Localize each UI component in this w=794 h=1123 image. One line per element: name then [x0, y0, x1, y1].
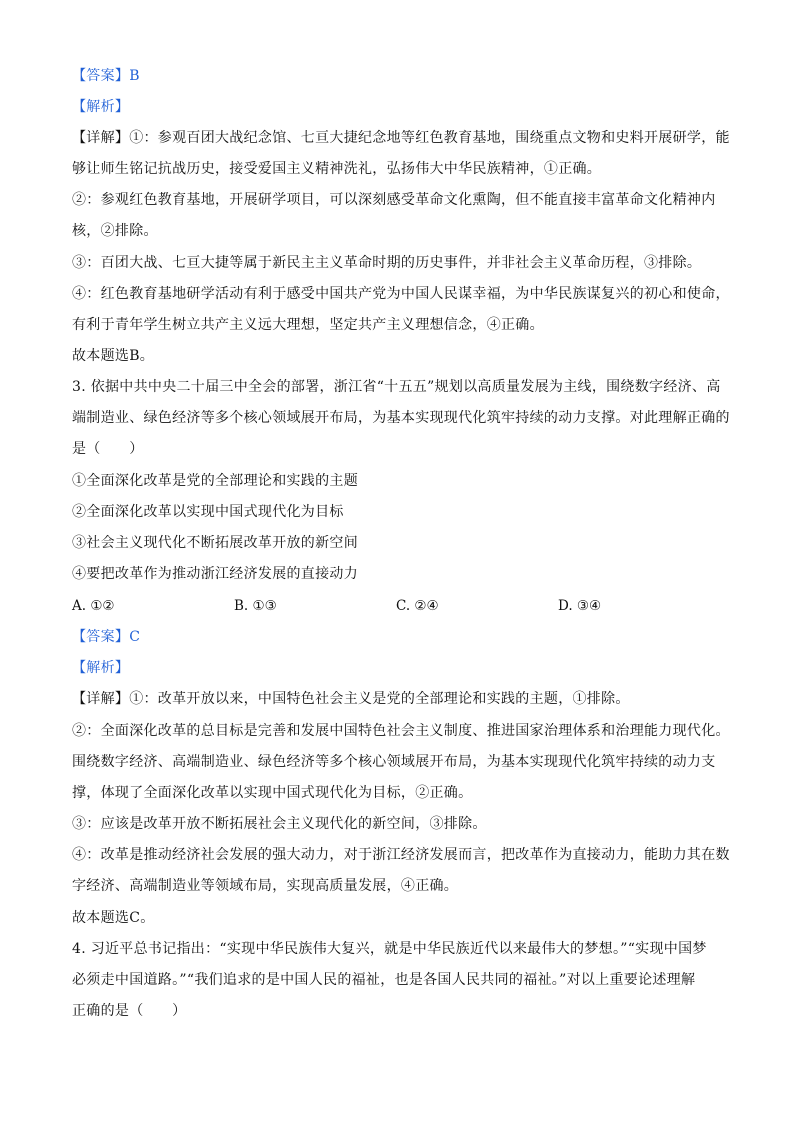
- question-stem: 端制造业、绿色经济等多个核心领域展开布局，为基本实现现代化筑牢持续的动力支撑。对此理解正确的: [72, 410, 730, 426]
- statement-item: ①全面深化改革是党的全部理论和实践的主题: [72, 473, 358, 489]
- explanation-line: ④：改革是推动经济社会发展的强大动力，对于浙江经济发展而言，把改革作为直接动力，能助力其在数: [72, 847, 730, 863]
- choice-option-a: A. ①②: [72, 598, 115, 614]
- explanation-line: 【详解】①：参观百团大战纪念馆、七亘大捷纪念地等红色教育基地，围绕重点文物和史料开展研学，能: [72, 130, 730, 146]
- question-stem: 4. 习近平总书记指出：“实现中华民族伟大复兴，就是中华民族近代以来最伟大的梦想。”“实现中国梦: [72, 941, 707, 957]
- explanation-line: 围绕数字经济、高端制造业、绿色经济等多个核心领域展开布局，为基本实现现代化筑牢持续的动力支: [72, 754, 716, 770]
- explanation-line: ②：参观红色教育基地，开展研学项目，可以深刻感受革命文化熏陶，但不能直接丰富革命文化精神内: [72, 192, 716, 208]
- explanation-line: ②：全面深化改革的总目标是完善和发展中国特色社会主义制度、推进国家治理体系和治理能力现代化。: [72, 723, 730, 739]
- answer-label: 【答案】C: [72, 629, 141, 645]
- explanation-line: 【详解】①：改革开放以来，中国特色社会主义是党的全部理论和实践的主题，①排除。: [72, 691, 630, 707]
- statement-item: ③社会主义现代化不断拓展改革开放的新空间: [72, 535, 358, 551]
- explanation-line: 核，②排除。: [72, 223, 158, 239]
- answer-label: 【答案】B: [72, 68, 140, 84]
- explanation-line: ③：百团大战、七亘大捷等属于新民主主义革命时期的历史事件，并非社会主义革命历程，③排除。: [72, 255, 702, 271]
- explanation-line: 够让师生铭记抗战历史，接受爱国主义精神洗礼，弘扬伟大中华民族精神，①正确。: [72, 161, 602, 177]
- explanation-line: ③：应该是改革开放不断拓展社会主义现代化的新空间，③排除。: [72, 816, 487, 832]
- choice-option-d: D. ③④: [558, 598, 602, 614]
- explanation-line: 撑，体现了全面深化改革以实现中国式现代化为目标，②正确。: [72, 785, 473, 801]
- question-stem: 必须走中国道路。”“我们追求的是中国人民的福祉，也是各国人民共同的福祉。”对以上重要论述理解: [72, 972, 696, 988]
- question-stem: 正确的是（ ）: [72, 1003, 187, 1019]
- analysis-label: 【解析】: [72, 660, 130, 676]
- explanation-line: 字经济、高端制造业等领域布局，实现高质量发展，④正确。: [72, 878, 459, 894]
- statement-item: ②全面深化改革以实现中国式现代化为目标: [72, 504, 344, 520]
- explanation-line: 有利于青年学生树立共产主义远大理想，坚定共产主义理想信念，④正确。: [72, 317, 544, 333]
- choice-option-c: C. ②④: [396, 598, 439, 614]
- explanation-line: ④：红色教育基地研学活动有利于感受中国共产党为中国人民谋幸福，为中华民族谋复兴的初心和使命，: [72, 286, 730, 302]
- analysis-label: 【解析】: [72, 99, 130, 115]
- choice-option-b: B. ①③: [234, 598, 277, 614]
- statement-item: ④要把改革作为推动浙江经济发展的直接动力: [72, 566, 358, 582]
- conclusion-line: 故本题选C。: [72, 910, 155, 926]
- conclusion-line: 故本题选B。: [72, 348, 155, 364]
- question-stem: 3. 依据中共中央二十届三中全会的部署，浙江省“十五五”规划以高质量发展为主线，围绕数字经济、高: [72, 379, 721, 395]
- question-stem: 是（ ）: [72, 441, 144, 457]
